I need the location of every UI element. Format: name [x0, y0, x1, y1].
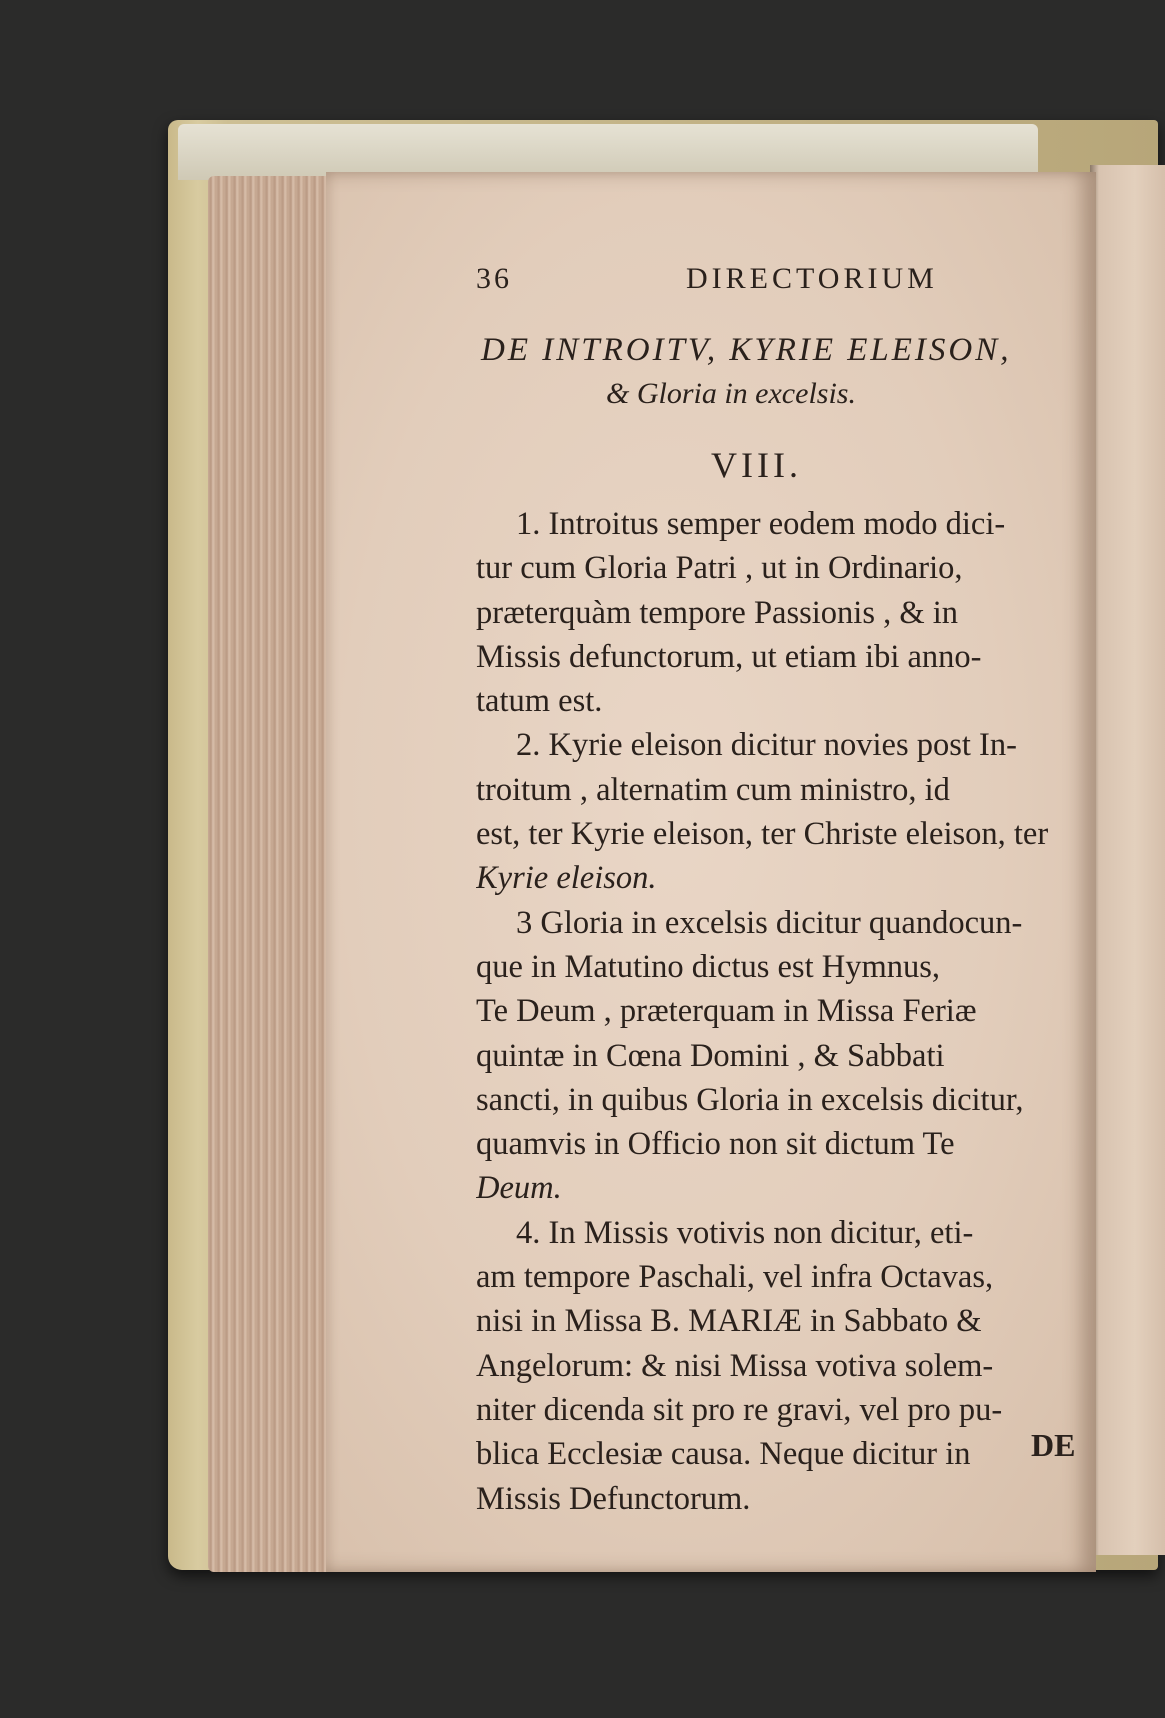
text-line: quintæ in Cœna Domini , & Sabbati [476, 1037, 945, 1074]
page-number: 36 [476, 262, 512, 295]
text-line: Deum. [476, 1170, 562, 1207]
text-line: niter dicenda sit pro re gravi, vel pro pu- [476, 1391, 1003, 1428]
text-line: 2. Kyrie eleison dicitur novies post In- [516, 727, 1017, 764]
text-line: tatum est. [476, 683, 603, 720]
text-line: Kyrie eleison. [476, 860, 657, 897]
text-line: Angelorum: & nisi Missa votiva solem- [476, 1347, 994, 1384]
text-line: Te Deum , præterquam in Missa Feriæ [476, 993, 977, 1030]
text-line: que in Matutino dictus est Hymnus, [476, 948, 940, 985]
running-title: DIRECTORIUM [686, 262, 938, 295]
text-line: troitum , alternatim cum ministro, id [476, 771, 950, 808]
text-line: 1. Introitus semper eodem modo dici- [516, 506, 1006, 542]
text-line: Missis Defunctorum. [476, 1480, 751, 1517]
text-line: blica Ecclesiæ causa. Neque dicitur in [476, 1436, 971, 1473]
text-line: præterquàm tempore Passionis , & in [476, 594, 959, 631]
text-line: quamvis in Officio non sit dictum Te [476, 1126, 955, 1163]
text-line: am tempore Paschali, vel infra Octavas, [476, 1259, 994, 1296]
catchword: DE [1031, 1427, 1076, 1463]
text-line: 4. In Missis votivis non dicitur, eti- [516, 1214, 974, 1251]
section-numeral: VIII. [711, 445, 802, 485]
page-edges [208, 176, 338, 1572]
text-line: Missis defunctorum, ut etiam ibi anno- [476, 638, 982, 675]
book-page [326, 172, 1096, 1572]
facing-page-edge [1090, 165, 1165, 1555]
text-line: nisi in Missa B. MARIÆ in Sabbato & [476, 1303, 982, 1340]
running-head [476, 262, 1096, 302]
body-text [476, 502, 1096, 1521]
chapter-heading: DE INTROITV, KYRIE ELEISON, [481, 332, 1012, 368]
text-line: tur cum Gloria Patri , ut in Ordinario, [476, 550, 963, 587]
text-line: 3 Gloria in excelsis dicitur quandocun- [516, 904, 1023, 941]
text-line: sancti, in quibus Gloria in excelsis dicitur, [476, 1081, 1024, 1118]
chapter-subheading: & Gloria in excelsis. [606, 377, 856, 410]
text-line: est, ter Kyrie eleison, ter Christe eleison, ter [476, 816, 1049, 853]
